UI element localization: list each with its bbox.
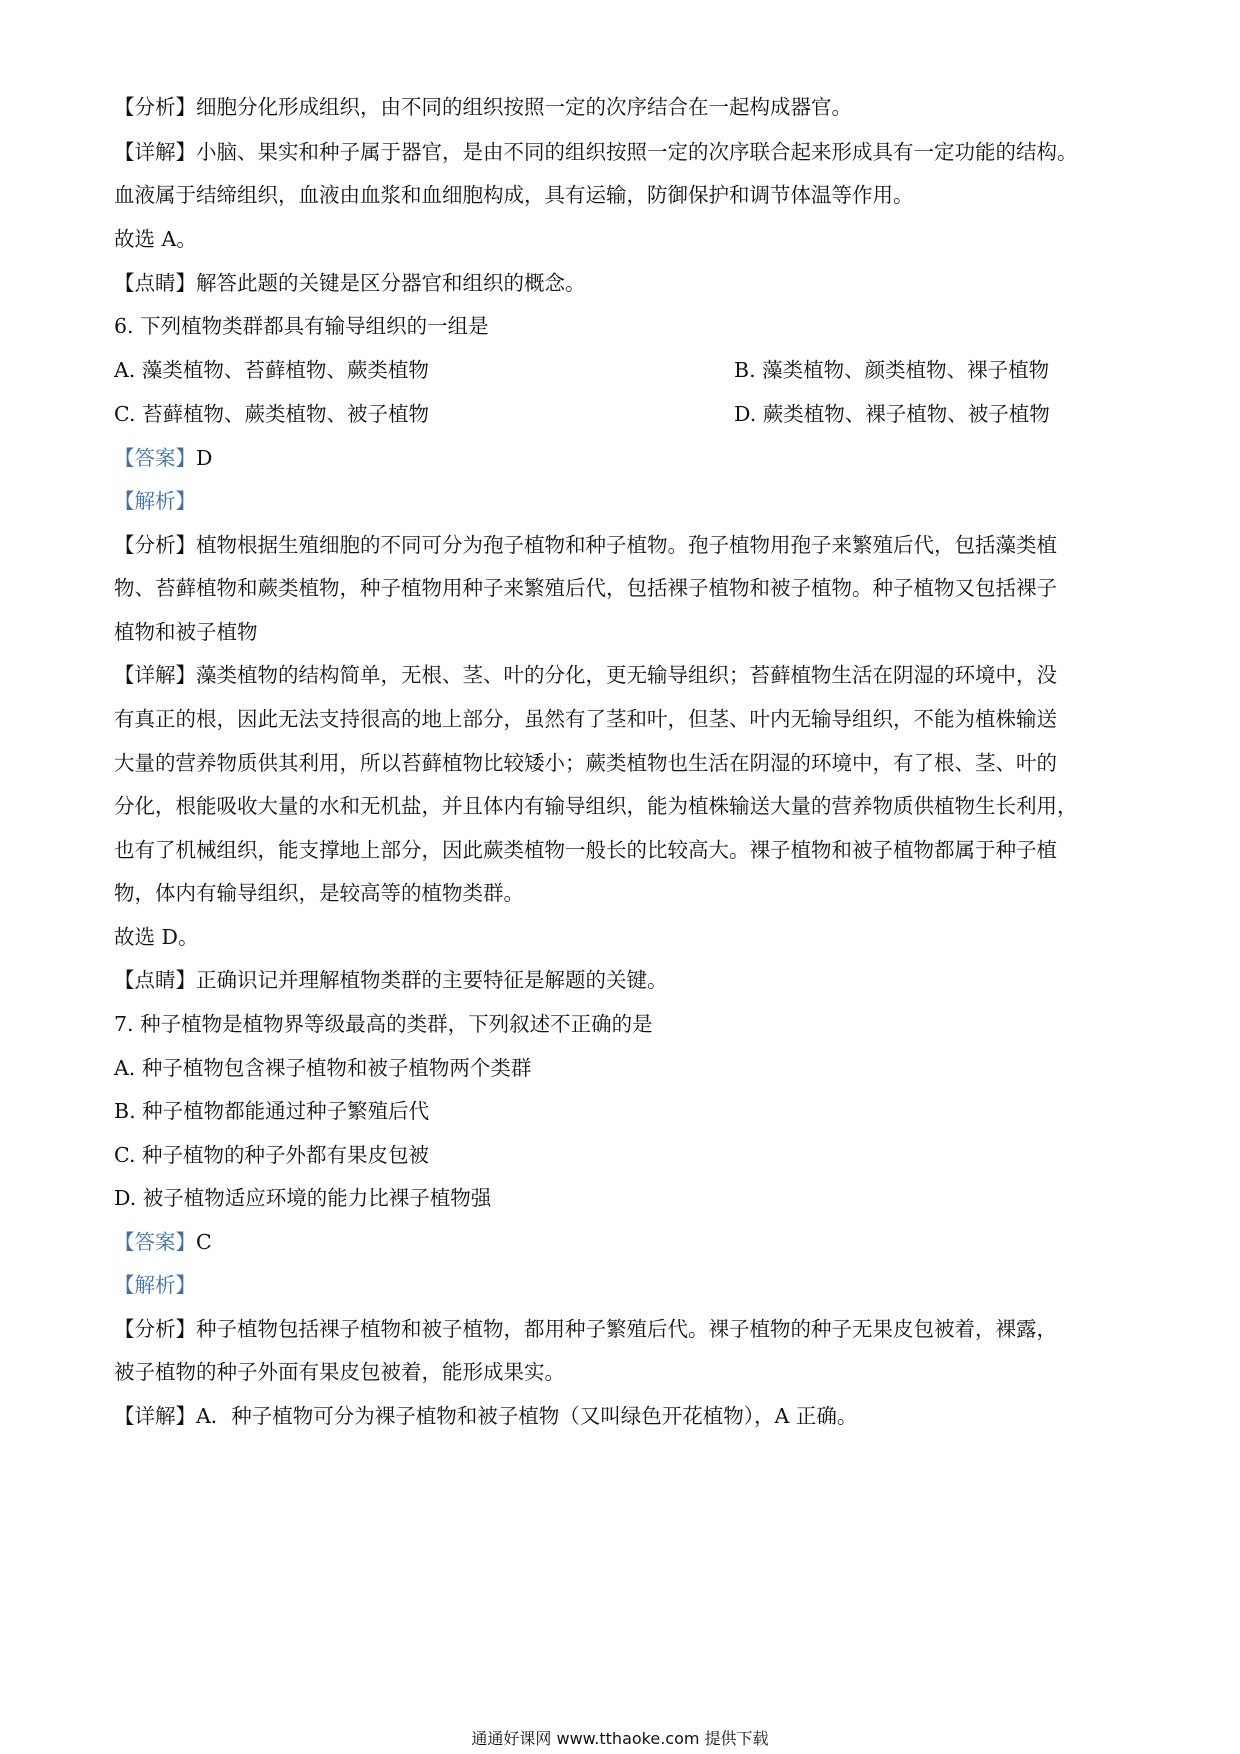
question-6-choose: 故选 D。 bbox=[114, 925, 199, 949]
question-6-detail-line-5: 也有了机械组织，能支撑地上部分，因此蕨类植物一般长的比较高大。裸子植物和被子植物都属于种子植 bbox=[114, 838, 1057, 862]
question-7-option-a: A. 种子植物包含裸子植物和被子植物两个类群 bbox=[114, 1056, 532, 1080]
question-7-option-d: D. 被子植物适应环境的能力比裸子植物强 bbox=[114, 1186, 492, 1210]
analysis-paragraph: 【分析】细胞分化形成组织，由不同的组织按照一定的次序结合在一起构成器官。 bbox=[114, 95, 852, 119]
detail-paragraph-continued: 血液属于结缔组织，血液由血浆和血细胞构成，具有运输，防御保护和调节体温等作用。 bbox=[114, 183, 914, 207]
choose-line: 故选 A。 bbox=[114, 227, 197, 251]
tip-paragraph: 【点睛】解答此题的关键是区分器官和组织的概念。 bbox=[114, 271, 586, 295]
answer-tag: 【答案】 bbox=[114, 1230, 196, 1254]
question-7-option-c: C. 种子植物的种子外都有果皮包被 bbox=[114, 1143, 429, 1167]
question-6-jiexi-tag: 【解析】 bbox=[114, 489, 196, 513]
question-7-analysis-line-2: 被子植物的种子外面有果皮包被着，能形成果实。 bbox=[114, 1360, 565, 1384]
question-7-analysis-line-1: 【分析】种子植物包括裸子植物和被子植物，都用种子繁殖后代。裸子植物的种子无果皮包被着，裸露， bbox=[114, 1317, 1057, 1341]
question-6-answer bbox=[114, 443, 1134, 473]
question-7-jiexi-tag: 【解析】 bbox=[114, 1273, 196, 1297]
question-6-options-row-1 bbox=[114, 355, 1134, 385]
answer-value: C bbox=[196, 1230, 212, 1254]
question-7-stem: 7. 种子植物是植物界等级最高的类群，下列叙述不正确的是 bbox=[114, 1012, 653, 1036]
question-7-option-b: B. 种子植物都能通过种子繁殖后代 bbox=[114, 1099, 430, 1123]
option-c: C. 苔藓植物、蕨类植物、被子植物 bbox=[114, 402, 429, 426]
question-7-detail: 【详解】A．种子植物可分为裸子植物和被子植物（又叫绿色开花植物），A 正确。 bbox=[114, 1404, 858, 1428]
option-a: A. 藻类植物、苔藓植物、蕨类植物 bbox=[114, 358, 429, 382]
answer-value: D bbox=[196, 446, 213, 470]
question-6-detail-line-2: 有真正的根，因此无法支持很高的地上部分，虽然有了茎和叶，但茎、叶内无输导组织，不能为植株输送 bbox=[114, 707, 1057, 731]
question-6-tip: 【点睛】正确识记并理解植物类群的主要特征是解题的关键。 bbox=[114, 968, 668, 992]
page-footer: 通通好课网 www.tthaoke.com 提供下载 bbox=[471, 1729, 769, 1748]
question-6-detail-line-3: 大量的营养物质供其利用，所以苔藓植物比较矮小；蕨类植物也生活在阴湿的环境中，有了根、茎、叶的 bbox=[114, 751, 1057, 775]
question-6-analysis-line-1: 【分析】植物根据生殖细胞的不同可分为孢子植物和种子植物。孢子植物用孢子来繁殖后代，包括藻类植 bbox=[114, 533, 1057, 557]
question-6-analysis-line-3: 植物和被子植物 bbox=[114, 620, 258, 644]
detail-paragraph: 【详解】小脑、果实和种子属于器官，是由不同的组织按照一定的次序联合起来形成具有一定功能的结构。 bbox=[114, 140, 1078, 164]
option-d: D. 蕨类植物、裸子植物、被子植物 bbox=[734, 402, 1050, 426]
question-6-detail-line-4: 分化，根能吸收大量的水和无机盐，并且体内有输导组织，能为植株输送大量的营养物质供植物生长利用， bbox=[114, 794, 1078, 818]
question-7-answer bbox=[114, 1227, 1134, 1257]
question-6-stem: 6. 下列植物类群都具有输导组织的一组是 bbox=[114, 314, 489, 338]
question-6-analysis-line-2: 物、苔藓植物和蕨类植物，种子植物用种子来繁殖后代，包括裸子植物和被子植物。种子植物又包括裸子 bbox=[114, 576, 1057, 600]
question-6-detail-line-6: 物，体内有输导组织，是较高等的植物类群。 bbox=[114, 881, 524, 905]
question-6-detail-line-1: 【详解】藻类植物的结构简单，无根、茎、叶的分化，更无输导组织；苔藓植物生活在阴湿的环境中，没 bbox=[114, 663, 1057, 687]
option-b: B. 藻类植物、颜类植物、裸子植物 bbox=[734, 358, 1050, 382]
answer-tag: 【答案】 bbox=[114, 446, 196, 470]
question-6-options-row-2 bbox=[114, 399, 1134, 429]
